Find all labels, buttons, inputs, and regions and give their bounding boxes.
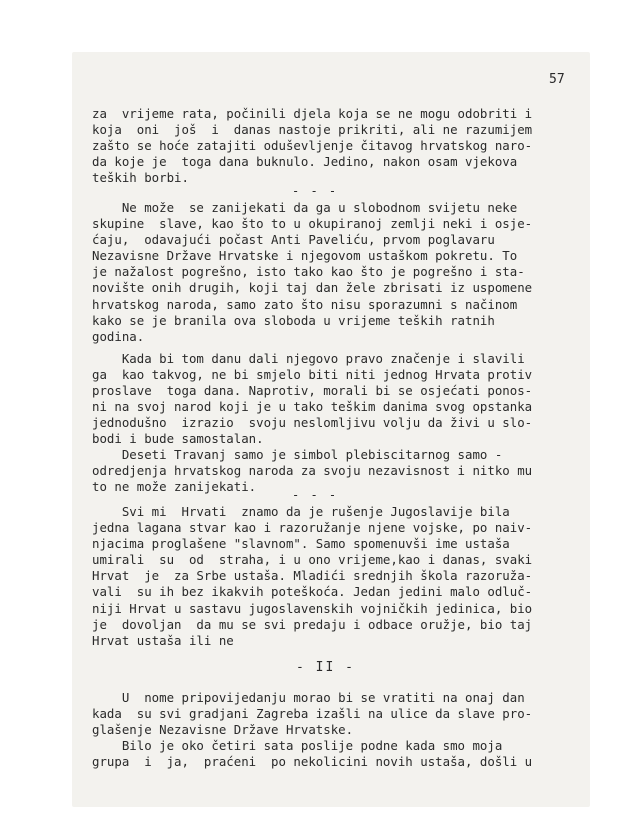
text-line: godina. xyxy=(92,328,145,344)
text-line: ga kao takvog, ne bi smjelo biti niti jednog Hrvata protiv xyxy=(92,367,533,383)
text-line: kada su svi gradjani Zagreba izašli na ulice da slave pro- xyxy=(92,706,533,722)
section-separator: - - - xyxy=(292,488,339,502)
text-line: kako se je branila ova sloboda u vrijeme teških ratnih xyxy=(92,312,495,328)
text-line: U nome pripovijedanju morao bi se vratiti na onaj dan xyxy=(92,690,525,705)
text-line: vali su ih bez ikakvih poteškoća. Jedan jedini malo odluč- xyxy=(92,584,533,600)
text-line: bodi i bude samostalan. xyxy=(92,431,264,447)
text-line: niji Hrvat u sastavu jugoslavenskih vojničkih jedinica, bio xyxy=(92,600,533,616)
text-line: zašto se hoće zatajiti oduševljenje čitavog hrvatskog naro- xyxy=(92,138,533,154)
text-line: za vrijeme rata, počinili djela koja se ne mogu odobriti i xyxy=(92,106,533,121)
text-line: jedna lagana stvar kao i razoružanje njene vojske, po naiv- xyxy=(92,520,533,536)
paragraph-narrative xyxy=(92,690,570,738)
text-line: umirali su od straha, i u ono vrijeme,kao i danas, svaki xyxy=(92,552,533,568)
text-line: teških borbi. xyxy=(92,170,189,186)
text-line: Kada bi tom danu dali njegovo pravo značenje i slavili xyxy=(92,351,525,366)
paragraph-yugoslavia xyxy=(92,504,570,649)
text-line: koja oni još i danas nastoje prikriti, ali ne razumijem xyxy=(92,122,533,138)
text-line: Hrvat je za Srbe ustaša. Mladići srednjih škola razoruža- xyxy=(92,568,533,584)
paragraph-four-oclock xyxy=(92,738,570,770)
text-line: Nezavisne Države Hrvatske i njegovom ustaškom pokretu. To xyxy=(92,248,518,264)
text-line: hrvatskog naroda, samo zato što nisu sporazumni s načinom xyxy=(92,296,518,312)
text-line: Ne može se zanijekati da ga u slobodnom svijetu neke xyxy=(92,200,518,215)
text-line: Hrvat ustaša ili ne xyxy=(92,632,234,648)
text-line: Bilo je oko četiri sata poslije podne kada smo moja xyxy=(92,738,503,753)
text-line: je nažalost pogrešno, isto tako kao što je pogrešno i sta- xyxy=(92,264,525,280)
text-line: ćaju, odavajući počast Anti Paveliću, prvom poglavaru xyxy=(92,232,495,248)
text-line: grupa i ja, praćeni po nekolicini novih ustaša, došli u xyxy=(92,754,533,770)
text-line: proslave toga dana. Naprotiv, morali bi se osjećati ponos- xyxy=(92,383,533,399)
text-line: jednodušno izrazio svoju neslomljivu volju da živi u slo- xyxy=(92,415,533,431)
paragraph-war-acts xyxy=(92,106,570,186)
page-number: 57 xyxy=(549,72,565,87)
text-line: Deseti Travanj samo je simbol plebiscitarnog samo - xyxy=(92,447,503,462)
text-line: to ne može zanijekati. xyxy=(92,479,257,495)
text-line: glašenje Nezavisne Države Hrvatske. xyxy=(92,722,354,738)
text-line: novište onih drugih, koji taj dan žele zbrisati iz uspomene xyxy=(92,280,533,296)
text-line: je dovoljan da mu se svi predaju i odbace oružje, bio taj xyxy=(92,616,533,632)
text-line: Svi mi Hrvati znamo da je rušenje Jugoslavije bila xyxy=(92,504,510,519)
section-heading: - II - xyxy=(296,660,355,675)
paragraph-free-world xyxy=(92,200,570,345)
section-separator: - - - xyxy=(292,184,339,198)
paragraph-true-meaning xyxy=(92,351,570,448)
text-line: njacima proglašene "slavnom". Samo spomenuvši ime ustaša xyxy=(92,536,510,552)
text-line: skupine slave, kao što to u okupiranoj zemlji neki i osje- xyxy=(92,216,533,232)
text-line: odredjenja hrvatskog naroda za svoju nezavisnost i nitko mu xyxy=(92,463,533,479)
text-line: ni na svoj narod koji je u tako teškim danima svog opstanka xyxy=(92,399,533,415)
text-line: da koje je toga dana buknulo. Jedino, nakon osam vjekova xyxy=(92,154,518,170)
